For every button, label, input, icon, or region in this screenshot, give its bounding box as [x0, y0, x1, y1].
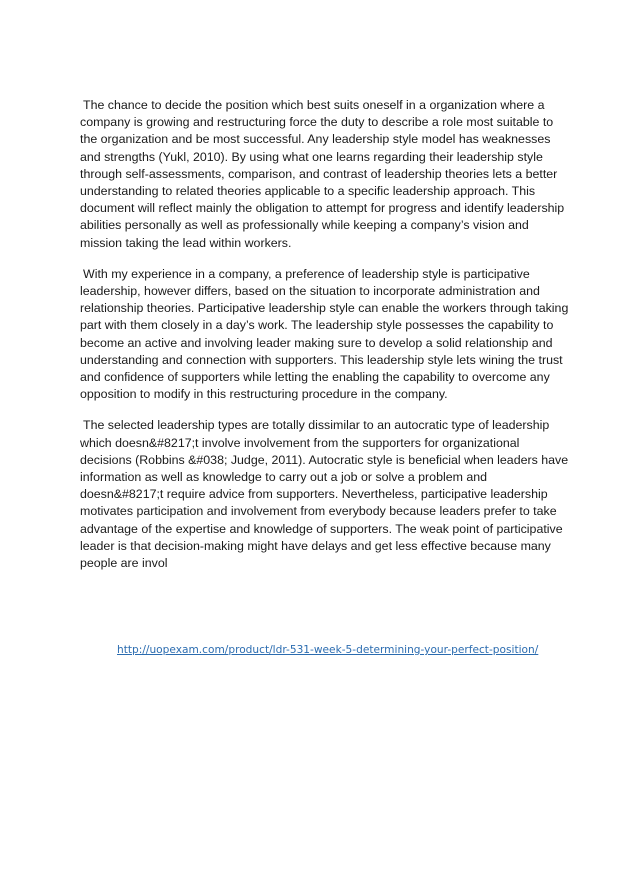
link-container — [117, 640, 597, 658]
paragraph-autocratic: The selected leadership types are totally dissimilar to an autocratic type of leadership which doesn&#8217;t involve involvement from the supporters for organizational decisions (Robbins &#038; Judge, 2011). Autocratic style is beneficial when leaders have information as well as knowledge to carry out a job or solve a problem and doesn&#8217;t require advice from supporters. Nevertheless, participative leadership motivates participation and involvement from everybody because leaders prefer to take advantage of the expertise and knowledge of supporters. The weak point of participative leader is that decision-making might have delays and get less effective because many people are invol — [80, 418, 569, 571]
product-link[interactable]: http://uopexam.com/product/ldr-531-week-5-determining-your-perfect-position/ — [117, 644, 539, 656]
paragraph-participative: With my experience in a company, a preference of leadership style is participative leadership, however differs, based on the situation to incorporate administration and relationship theories. Participative leadership style can enable the workers through taking part with them closely in a day’s work. The leadership style possesses the capability to become an active and involving leader making sure to develop a solid relationship and understanding and connection with supporters. This leadership style lets wining the trust and confidence of supporters while letting the enabling the capability to overcome any opposition to modify in this restructuring procedure in the company. — [80, 266, 569, 402]
document-body — [80, 97, 570, 586]
paragraph-intro: The chance to decide the position which best suits oneself in a organization where a company is growing and restructuring force the duty to describe a role most suitable to the organization and be most successful. Any leadership style model has weaknesses and strengths (Yukl, 2010). By using what one learns regarding their leadership style through self-assessments, comparison, and contrast of leadership theories lets a better understanding to related theories applicable to a specific leadership approach. This document will reflect mainly the obligation to attempt for progress and identify leadership abilities personally as well as professionally while keeping a company’s vision and mission taking the lead within workers. — [80, 98, 565, 250]
